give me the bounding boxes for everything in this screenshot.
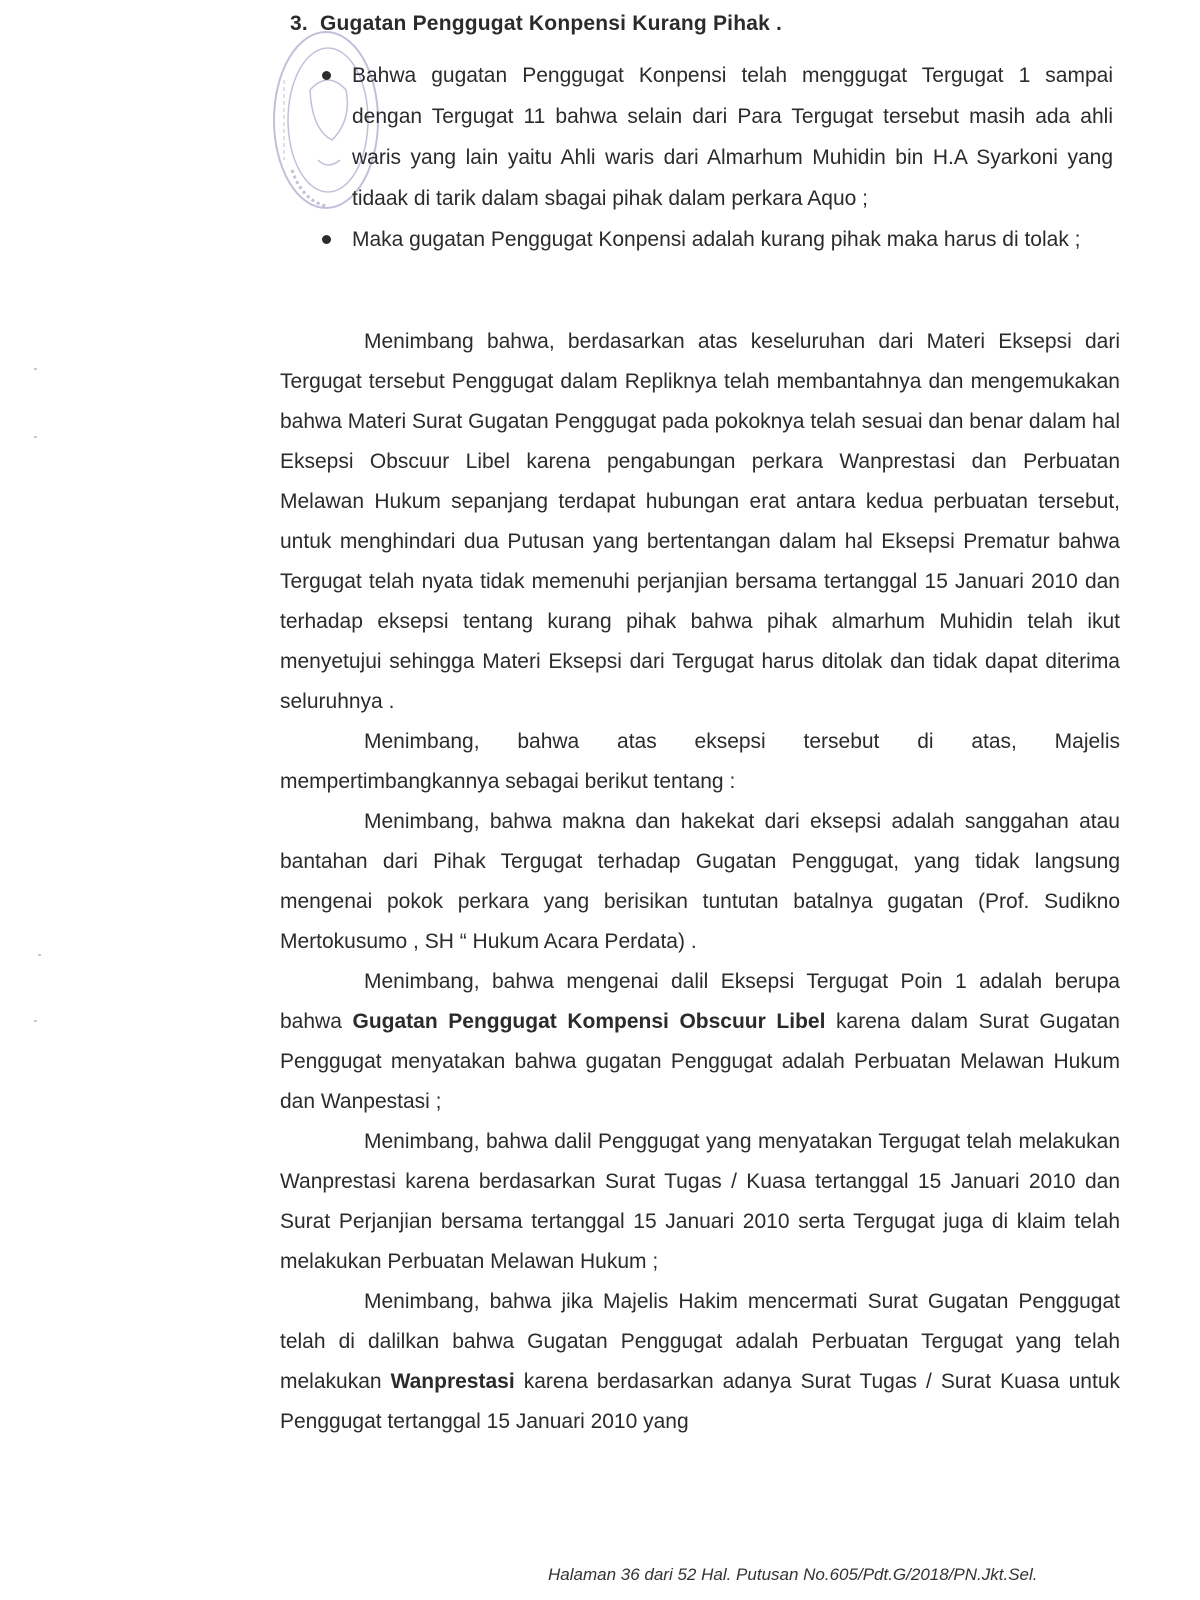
bullet-text: Maka gugatan Penggugat Konpensi adalah kurang pihak maka harus di tolak ; bbox=[352, 228, 1081, 251]
paragraph bbox=[280, 962, 1120, 1122]
paragraph-emphasis: Wanprestasi bbox=[390, 1370, 515, 1393]
list-item bbox=[318, 219, 1113, 260]
paragraph-text: karena berdasarkan adanya Surat Tugas / Surat Kuasa untuk Penggugat tertanggal 15 Januari 2010 yang bbox=[280, 1370, 1121, 1433]
paragraph: Menimbang, bahwa makna dan hakekat dari eksepsi adalah sanggahan atau bantahan dari Pihak Tergugat terhadap Gugatan Penggugat, yang tidak langsung mengenai pokok perkara yang berisikan tuntutan batalnya gugatan (Prof. Sudikno Mertokusumo , SH “ Hukum Acara Perdata) . bbox=[280, 810, 1120, 953]
paragraph bbox=[280, 1282, 1120, 1442]
body-text bbox=[280, 322, 1120, 1442]
bullet-dot-icon bbox=[322, 71, 331, 80]
bullet-text: Bahwa gugatan Penggugat Konpensi telah menggugat Tergugat 1 sampai dengan Tergugat 11 bahwa selain dari Para Tergugat tersebut masih ada ahli waris yang lain yaitu Ahli waris dari Almarhum Muhidin bin H.A Syarkoni yang tidaak di tarik dalam sbagai pihak dalam perkara Aquo ; bbox=[352, 64, 1113, 210]
paragraph-emphasis: Gugatan Penggugat Kompensi Obscuur Libel bbox=[352, 1010, 826, 1033]
scan-speck bbox=[34, 368, 37, 370]
bullet-list bbox=[318, 55, 1113, 260]
paragraph: Menimbang bahwa, berdasarkan atas keseluruhan dari Materi Eksepsi dari Tergugat tersebut Penggugat dalam Repliknya telah membantahnya dan mengemukakan bahwa Materi Surat Gugatan Penggugat pada pokoknya telah sesuai dan benar dalam hal Eksepsi Obscuur Libel karena pengabungan perkara Wanprestasi dan Perbuatan Melawan Hukum sepanjang terdapat hubungan erat antara kedua perbuatan tersebut, untuk menghindari dua Putusan yang bertentangan dalam hal Eksepsi Prematur bahwa Tergugat telah nyata tidak memenuhi perjanjian bersama tertanggal 15 Januari 2010 dan terhadap eksepsi tentang kurang pihak bahwa pihak almarhum Muhidin telah ikut menyetujui sehingga Materi Eksepsi dari Tergugat harus ditolak dan tidak dapat diterima seluruhnya . bbox=[280, 330, 1120, 713]
scan-speck bbox=[34, 436, 37, 438]
scan-speck bbox=[34, 1020, 37, 1022]
bullet-dot-icon bbox=[322, 235, 331, 244]
paragraph-text: karena dalam Surat Gugatan Penggugat menyatakan bahwa gugatan Penggugat adalah Perbuatan Melawan Hukum dan Wanpestasi ; bbox=[280, 1010, 1120, 1113]
paragraph-text: Menimbang, bahwa jika Majelis Hakim mencermati Surat Gugatan Penggugat telah di dalilkan bahwa Gugatan Penggugat adalah Perbuatan Tergugat yang telah melakukan bbox=[280, 1290, 1120, 1393]
paragraph: Menimbang, bahwa dalil Penggugat yang menyatakan Tergugat telah melakukan Wanprestasi karena berdasarkan Surat Tugas / Kuasa tertanggal 15 Januari 2010 dan Surat Perjanjian bersama tertanggal 15 Januari 2010 serta Tergugat juga di klaim telah melakukan Perbuatan Melawan Hukum ; bbox=[280, 1130, 1120, 1273]
scan-speck bbox=[38, 954, 41, 956]
paragraph-text: Menimbang, bahwa mengenai dalil Eksepsi Tergugat Poin 1 adalah berupa bahwa bbox=[280, 970, 1120, 1033]
section-title: Gugatan Penggugat Konpensi Kurang Pihak . bbox=[320, 12, 783, 35]
section-heading bbox=[290, 12, 782, 36]
section-number: 3. bbox=[290, 12, 308, 35]
list-item bbox=[318, 55, 1113, 219]
page-footer: Halaman 36 dari 52 Hal. Putusan No.605/Pdt.G/2018/PN.Jkt.Sel. bbox=[548, 1565, 1038, 1584]
paragraph: Menimbang, bahwa atas eksepsi tersebut di atas, Majelis mempertimbangkannya sebagai berikut tentang : bbox=[280, 730, 1120, 793]
